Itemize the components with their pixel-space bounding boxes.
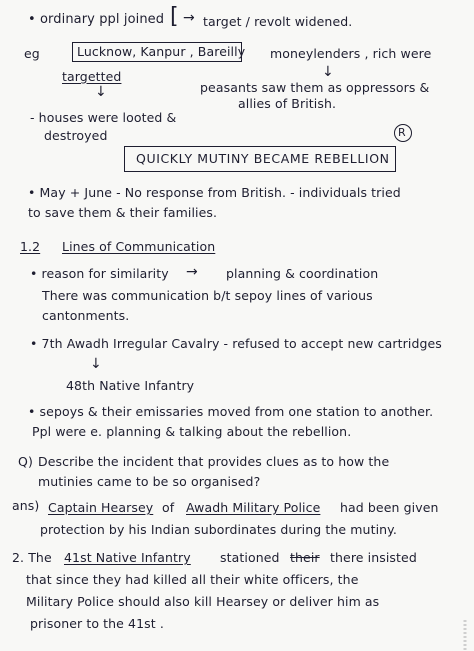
answer-given: had been given bbox=[340, 500, 439, 515]
note-native-infantry: 48th Native Infantry bbox=[66, 378, 195, 393]
note-line-ordinary-ppl: • ordinary ppl joined bbox=[28, 12, 165, 27]
answer-label: ans) bbox=[12, 498, 40, 513]
note-41-stationed: stationed bbox=[220, 550, 280, 565]
arrow-down-icon: ↓ bbox=[95, 84, 107, 100]
answer-of: of bbox=[162, 500, 175, 515]
answer-captain: Captain Hearsey bbox=[48, 500, 154, 515]
note-allies: allies of British. bbox=[238, 96, 337, 111]
note-cities: Lucknow, Kanpur , Bareilly bbox=[77, 44, 246, 59]
note-save-families: to save them & their families. bbox=[28, 205, 218, 220]
note-reason-similarity: • reason for similarity bbox=[30, 266, 169, 281]
note-prisoner: prisoner to the 41st . bbox=[30, 616, 164, 631]
arrow-right-icon: → bbox=[183, 10, 195, 26]
note-destroyed: destroyed bbox=[44, 128, 108, 143]
arrow-right-icon: → bbox=[186, 264, 198, 280]
section-title: Lines of Communication bbox=[62, 239, 216, 254]
note-moneylenders: moneylenders , rich were bbox=[270, 46, 432, 61]
note-target-revolt: target / revolt widened. bbox=[203, 14, 353, 29]
note-sepoys-emissaries: • sepoys & their emissaries moved from one station to another. bbox=[28, 404, 434, 419]
question-label: Q) bbox=[18, 454, 33, 469]
note-41-prefix: 2. The bbox=[12, 550, 52, 565]
question-text-1: Describe the incident that provides clues as to how the bbox=[38, 454, 390, 469]
question-text-2: mutinies came to be so organised? bbox=[38, 474, 261, 489]
answer-police: Awadh Military Police bbox=[186, 500, 321, 515]
answer-protection: protection by his Indian subordinates during the mutiny. bbox=[40, 522, 397, 537]
note-planning-coord: planning & coordination bbox=[226, 266, 379, 281]
note-killed-officers: that since they had killed all their white officers, the bbox=[26, 572, 359, 587]
arrow-down-icon: ↓ bbox=[322, 64, 334, 80]
note-houses-looted: - houses were looted & bbox=[30, 110, 177, 125]
note-41-their-struck: their bbox=[290, 550, 320, 565]
note-eg: eg bbox=[24, 46, 40, 61]
note-military-police: Military Police should also kill Hearsey or deliver him as bbox=[26, 594, 380, 609]
section-number: 1.2 bbox=[20, 239, 41, 254]
note-41-insisted: there insisted bbox=[330, 550, 417, 565]
note-cantonments: cantonments. bbox=[42, 308, 130, 323]
bracket-icon: [ bbox=[170, 4, 179, 29]
note-awadh-cavalry: • 7th Awadh Irregular Cavalry - refused to accept new cartridges bbox=[30, 336, 442, 351]
note-peasants: peasants saw them as oppressors & bbox=[200, 80, 430, 95]
note-ppl-planning: Ppl were e. planning & talking about the rebellion. bbox=[32, 424, 352, 439]
note-41-infantry: 41st Native Infantry bbox=[64, 550, 191, 565]
note-may-june: • May + June - No response from British. - individuals tried bbox=[28, 185, 401, 200]
note-communication: There was communication b/t sepoy lines of various bbox=[42, 288, 373, 303]
note-targetted: targetted bbox=[62, 69, 122, 84]
heading-mutiny-rebellion: QUICKLY MUTINY BECAME REBELLION bbox=[136, 151, 390, 166]
arrow-down-icon: ↓ bbox=[90, 356, 102, 372]
badge-letter: R bbox=[398, 126, 406, 139]
